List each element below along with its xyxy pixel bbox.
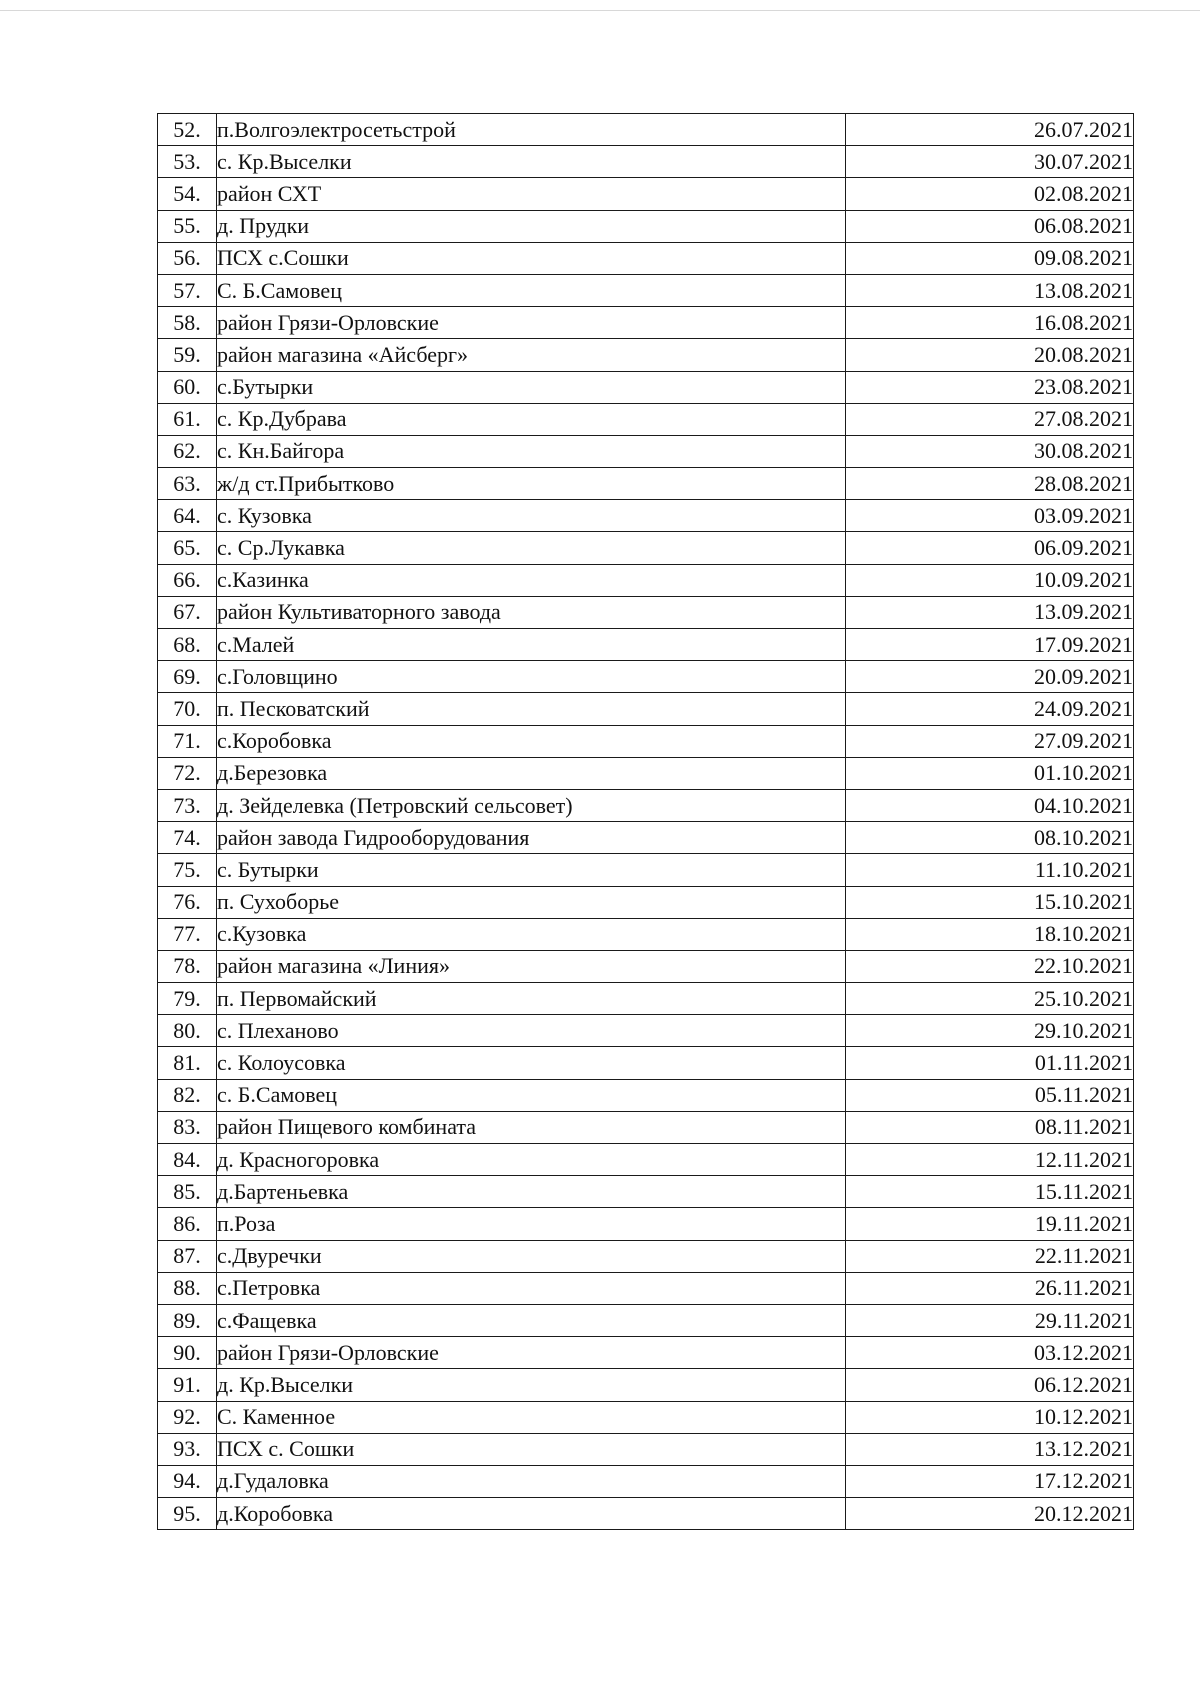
visit-date-cell: 08.11.2021: [846, 1111, 1134, 1143]
visit-date-cell: 30.07.2021: [846, 146, 1134, 178]
row-number-cell: 56.: [158, 242, 217, 274]
row-number-cell: 63.: [158, 468, 217, 500]
visit-date-cell: 29.10.2021: [846, 1015, 1134, 1047]
visit-date-cell: 28.08.2021: [846, 468, 1134, 500]
visit-date-cell: 22.11.2021: [846, 1240, 1134, 1272]
row-number-cell: 54.: [158, 178, 217, 210]
table-row: [158, 564, 1134, 596]
table-row: [158, 725, 1134, 757]
settlement-name-cell: ПСХ с.Сошки: [217, 242, 846, 274]
settlement-name-cell: п. Песковатский: [217, 693, 846, 725]
row-number-cell: 86.: [158, 1208, 217, 1240]
visit-date-cell: 06.09.2021: [846, 532, 1134, 564]
table-row: [158, 532, 1134, 564]
settlement-name-cell: д. Кр.Выселки: [217, 1369, 846, 1401]
row-number-cell: 73.: [158, 789, 217, 821]
visit-date-cell: 15.10.2021: [846, 886, 1134, 918]
settlement-name-cell: район Грязи-Орловские: [217, 307, 846, 339]
visit-date-cell: 29.11.2021: [846, 1304, 1134, 1336]
table-row: [158, 1208, 1134, 1240]
settlement-name-cell: д.Гудаловка: [217, 1465, 846, 1497]
row-number-cell: 65.: [158, 532, 217, 564]
settlement-name-cell: с.Фащевка: [217, 1304, 846, 1336]
row-number-cell: 95.: [158, 1498, 217, 1530]
settlement-name-cell: с.Бутырки: [217, 371, 846, 403]
row-number-cell: 53.: [158, 146, 217, 178]
row-number-cell: 77.: [158, 918, 217, 950]
table-row: [158, 822, 1134, 854]
row-number-cell: 68.: [158, 629, 217, 661]
table-row: [158, 1401, 1134, 1433]
row-number-cell: 85.: [158, 1176, 217, 1208]
visit-date-cell: 15.11.2021: [846, 1176, 1134, 1208]
visit-date-cell: 05.11.2021: [846, 1079, 1134, 1111]
visit-date-cell: 12.11.2021: [846, 1144, 1134, 1176]
table-row: [158, 983, 1134, 1015]
table-row: [158, 693, 1134, 725]
row-number-cell: 82.: [158, 1079, 217, 1111]
table-row: [158, 1111, 1134, 1143]
visit-date-cell: 27.09.2021: [846, 725, 1134, 757]
table-row: [158, 1465, 1134, 1497]
table-row: [158, 1337, 1134, 1369]
visit-date-cell: 11.10.2021: [846, 854, 1134, 886]
row-number-cell: 79.: [158, 983, 217, 1015]
row-number-cell: 88.: [158, 1272, 217, 1304]
settlement-name-cell: район СХТ: [217, 178, 846, 210]
visit-date-cell: 13.08.2021: [846, 274, 1134, 306]
table-row: [158, 178, 1134, 210]
table-row: [158, 1079, 1134, 1111]
table-row: [158, 403, 1134, 435]
row-number-cell: 87.: [158, 1240, 217, 1272]
settlement-name-cell: с. Ср.Лукавка: [217, 532, 846, 564]
table-row: [158, 1176, 1134, 1208]
table-row: [158, 1369, 1134, 1401]
table-row: [158, 757, 1134, 789]
row-number-cell: 69.: [158, 661, 217, 693]
table-row: [158, 339, 1134, 371]
row-number-cell: 90.: [158, 1337, 217, 1369]
visit-date-cell: 08.10.2021: [846, 822, 1134, 854]
row-number-cell: 80.: [158, 1015, 217, 1047]
table-row: [158, 1272, 1134, 1304]
table-row: [158, 1498, 1134, 1530]
visit-date-cell: 30.08.2021: [846, 435, 1134, 467]
schedule-table: [157, 113, 1134, 1530]
visit-date-cell: 09.08.2021: [846, 242, 1134, 274]
visit-date-cell: 20.08.2021: [846, 339, 1134, 371]
settlement-name-cell: с.Малей: [217, 629, 846, 661]
settlement-name-cell: район Грязи-Орловские: [217, 1337, 846, 1369]
visit-date-cell: 25.10.2021: [846, 983, 1134, 1015]
visit-date-cell: 10.09.2021: [846, 564, 1134, 596]
visit-date-cell: 10.12.2021: [846, 1401, 1134, 1433]
table-row: [158, 629, 1134, 661]
settlement-name-cell: д. Зейделевка (Петровский сельсовет): [217, 789, 846, 821]
visit-date-cell: 18.10.2021: [846, 918, 1134, 950]
visit-date-cell: 03.09.2021: [846, 500, 1134, 532]
settlement-name-cell: с.Кузовка: [217, 918, 846, 950]
row-number-cell: 64.: [158, 500, 217, 532]
settlement-name-cell: район Пищевого комбината: [217, 1111, 846, 1143]
scan-edge-divider: [0, 10, 1200, 11]
settlement-name-cell: с.Двуречки: [217, 1240, 846, 1272]
table-row: [158, 114, 1134, 146]
settlement-name-cell: п. Сухоборье: [217, 886, 846, 918]
row-number-cell: 76.: [158, 886, 217, 918]
table-row: [158, 918, 1134, 950]
visit-date-cell: 13.09.2021: [846, 596, 1134, 628]
row-number-cell: 72.: [158, 757, 217, 789]
visit-date-cell: 19.11.2021: [846, 1208, 1134, 1240]
table-row: [158, 307, 1134, 339]
row-number-cell: 57.: [158, 274, 217, 306]
row-number-cell: 66.: [158, 564, 217, 596]
visit-date-cell: 06.08.2021: [846, 210, 1134, 242]
table-row: [158, 886, 1134, 918]
settlement-name-cell: район магазина «Айсберг»: [217, 339, 846, 371]
row-number-cell: 71.: [158, 725, 217, 757]
settlement-name-cell: ж/д ст.Прибытково: [217, 468, 846, 500]
table-row: [158, 371, 1134, 403]
table-row: [158, 1240, 1134, 1272]
visit-date-cell: 04.10.2021: [846, 789, 1134, 821]
settlement-name-cell: с. Бутырки: [217, 854, 846, 886]
row-number-cell: 84.: [158, 1144, 217, 1176]
row-number-cell: 59.: [158, 339, 217, 371]
row-number-cell: 92.: [158, 1401, 217, 1433]
settlement-name-cell: д.Бартеньевка: [217, 1176, 846, 1208]
settlement-name-cell: с. Кузовка: [217, 500, 846, 532]
table-row: [158, 210, 1134, 242]
settlement-name-cell: д. Прудки: [217, 210, 846, 242]
settlement-name-cell: с. Кр.Дубрава: [217, 403, 846, 435]
visit-date-cell: 22.10.2021: [846, 950, 1134, 982]
table-row: [158, 950, 1134, 982]
row-number-cell: 55.: [158, 210, 217, 242]
settlement-name-cell: д.Березовка: [217, 757, 846, 789]
settlement-name-cell: район Культиваторного завода: [217, 596, 846, 628]
settlement-name-cell: п. Первомайский: [217, 983, 846, 1015]
row-number-cell: 93.: [158, 1433, 217, 1465]
visit-date-cell: 24.09.2021: [846, 693, 1134, 725]
settlement-name-cell: д. Красногоровка: [217, 1144, 846, 1176]
settlement-name-cell: с. Плеханово: [217, 1015, 846, 1047]
row-number-cell: 89.: [158, 1304, 217, 1336]
table-row: [158, 1047, 1134, 1079]
settlement-name-cell: С. Б.Самовец: [217, 274, 846, 306]
row-number-cell: 94.: [158, 1465, 217, 1497]
row-number-cell: 52.: [158, 114, 217, 146]
table-row: [158, 468, 1134, 500]
settlement-name-cell: с.Коробовка: [217, 725, 846, 757]
table-row: [158, 500, 1134, 532]
row-number-cell: 60.: [158, 371, 217, 403]
row-number-cell: 61.: [158, 403, 217, 435]
visit-date-cell: 23.08.2021: [846, 371, 1134, 403]
settlement-name-cell: район завода Гидрооборудования: [217, 822, 846, 854]
row-number-cell: 81.: [158, 1047, 217, 1079]
table-row: [158, 1144, 1134, 1176]
table-row: [158, 1015, 1134, 1047]
visit-date-cell: 06.12.2021: [846, 1369, 1134, 1401]
row-number-cell: 91.: [158, 1369, 217, 1401]
row-number-cell: 74.: [158, 822, 217, 854]
visit-date-cell: 16.08.2021: [846, 307, 1134, 339]
visit-date-cell: 26.07.2021: [846, 114, 1134, 146]
table-row: [158, 596, 1134, 628]
settlement-name-cell: с. Кр.Выселки: [217, 146, 846, 178]
table-row: [158, 1304, 1134, 1336]
visit-date-cell: 17.12.2021: [846, 1465, 1134, 1497]
settlement-name-cell: д.Коробовка: [217, 1498, 846, 1530]
settlement-name-cell: с. Колоусовка: [217, 1047, 846, 1079]
table-row: [158, 854, 1134, 886]
visit-date-cell: 13.12.2021: [846, 1433, 1134, 1465]
row-number-cell: 75.: [158, 854, 217, 886]
visit-date-cell: 01.10.2021: [846, 757, 1134, 789]
settlement-name-cell: с.Казинка: [217, 564, 846, 596]
row-number-cell: 67.: [158, 596, 217, 628]
row-number-cell: 78.: [158, 950, 217, 982]
table-row: [158, 146, 1134, 178]
visit-date-cell: 20.09.2021: [846, 661, 1134, 693]
visit-date-cell: 20.12.2021: [846, 1498, 1134, 1530]
visit-date-cell: 01.11.2021: [846, 1047, 1134, 1079]
visit-date-cell: 26.11.2021: [846, 1272, 1134, 1304]
row-number-cell: 58.: [158, 307, 217, 339]
visit-date-cell: 17.09.2021: [846, 629, 1134, 661]
settlement-name-cell: с.Головщино: [217, 661, 846, 693]
settlement-name-cell: район магазина «Линия»: [217, 950, 846, 982]
settlement-name-cell: с. Кн.Байгора: [217, 435, 846, 467]
table-row: [158, 789, 1134, 821]
visit-date-cell: 03.12.2021: [846, 1337, 1134, 1369]
settlement-name-cell: ПСХ с. Сошки: [217, 1433, 846, 1465]
settlement-name-cell: с.Петровка: [217, 1272, 846, 1304]
settlement-name-cell: С. Каменное: [217, 1401, 846, 1433]
table-row: [158, 1433, 1134, 1465]
schedule-table-body: [158, 114, 1134, 1530]
settlement-name-cell: п.Роза: [217, 1208, 846, 1240]
row-number-cell: 70.: [158, 693, 217, 725]
table-row: [158, 661, 1134, 693]
table-row: [158, 274, 1134, 306]
visit-date-cell: 27.08.2021: [846, 403, 1134, 435]
row-number-cell: 62.: [158, 435, 217, 467]
table-row: [158, 242, 1134, 274]
settlement-name-cell: с. Б.Самовец: [217, 1079, 846, 1111]
settlement-name-cell: п.Волгоэлектросетьстрой: [217, 114, 846, 146]
row-number-cell: 83.: [158, 1111, 217, 1143]
table-row: [158, 435, 1134, 467]
visit-date-cell: 02.08.2021: [846, 178, 1134, 210]
